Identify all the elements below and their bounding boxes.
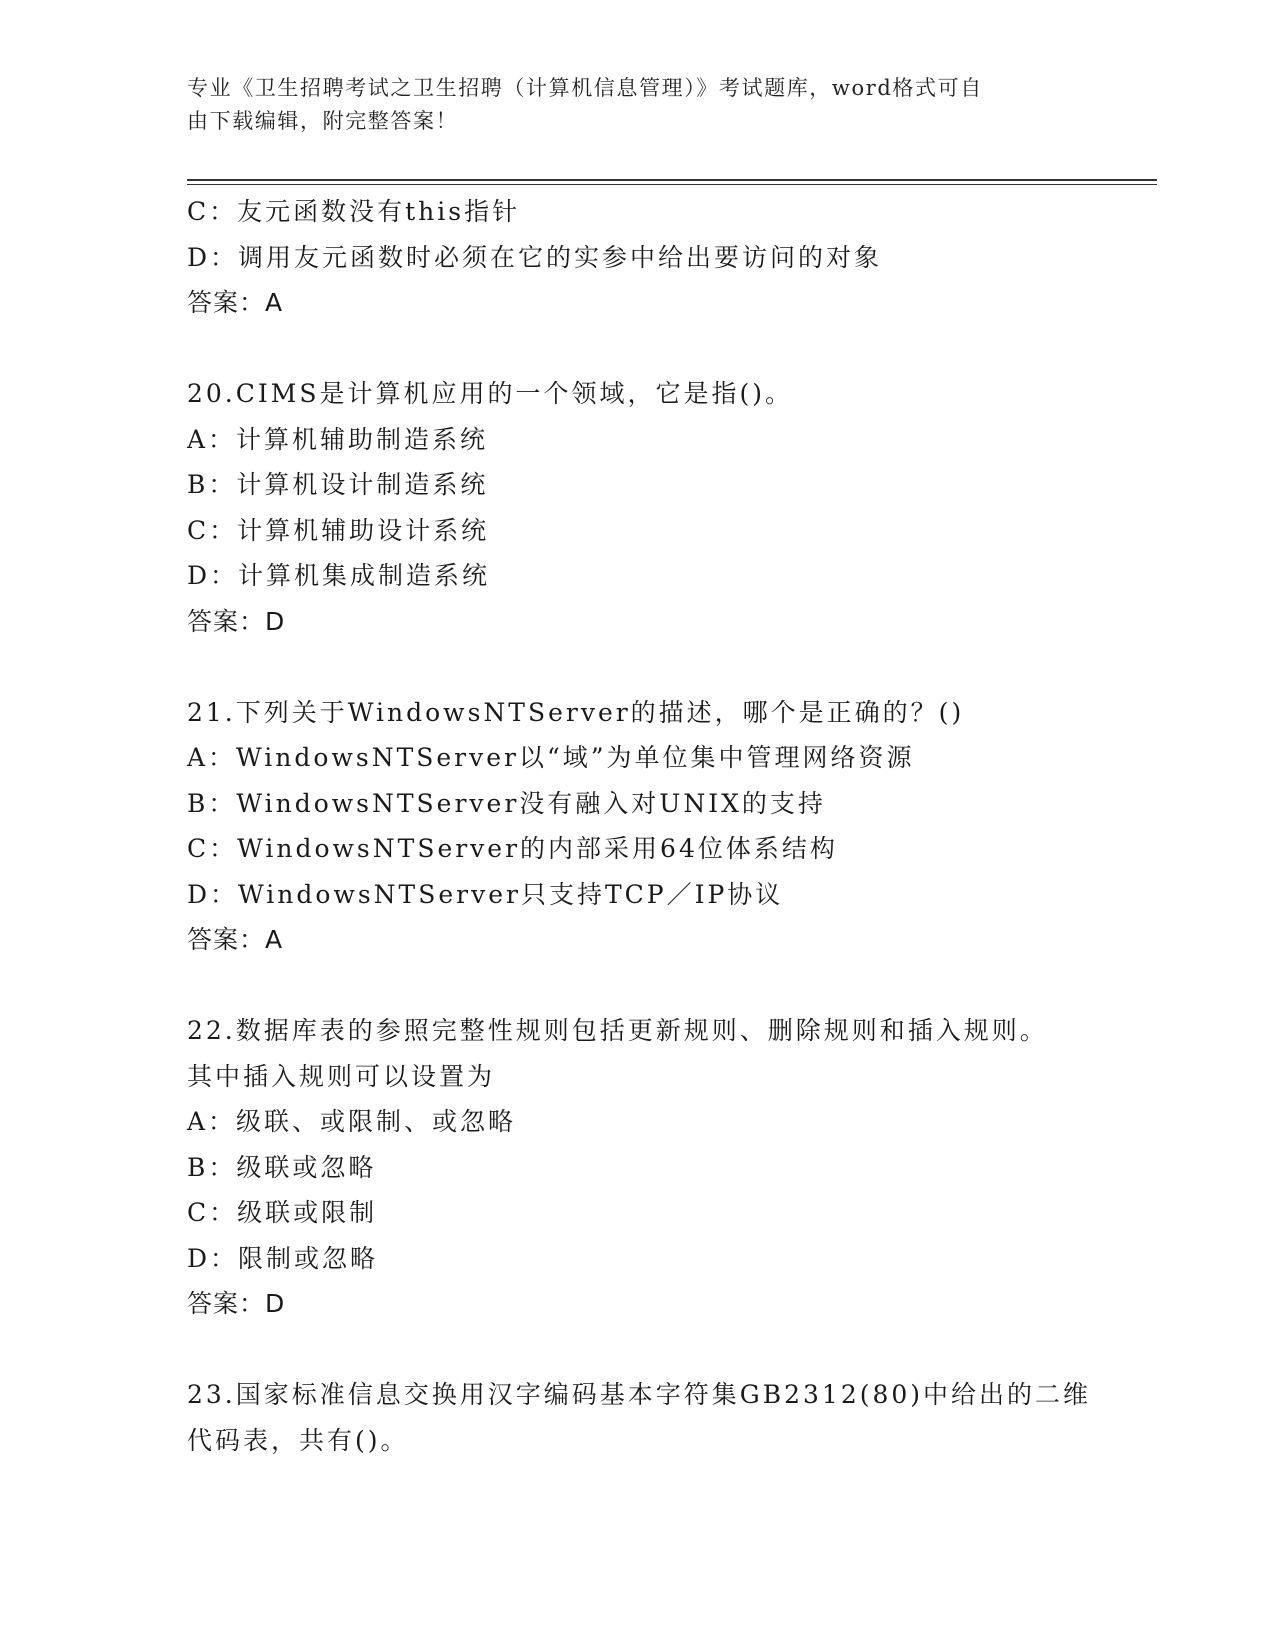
option-c: C：级联或限制 bbox=[187, 1198, 378, 1227]
option-d: D：计算机集成制造系统 bbox=[187, 561, 491, 590]
answer-line: 答案：A bbox=[187, 288, 284, 317]
question-stem: 21.下列关于WindowsNTServer的描述，哪个是正确的？() bbox=[187, 697, 965, 727]
question-stem: 22.数据库表的参照完整性规则包括更新规则、删除规则和插入规则。 bbox=[187, 1016, 1048, 1045]
spacer bbox=[187, 644, 1107, 690]
question-stem: 20.CIMS是计算机应用的一个领域，它是指()。 bbox=[187, 379, 793, 408]
option-a: A：WindowsNTServer以“域”为单位集中管理网络资源 bbox=[187, 743, 915, 772]
option-a: A：级联、或限制、或忽略 bbox=[187, 1107, 517, 1136]
spacer bbox=[187, 963, 1107, 1009]
question-20 bbox=[187, 371, 1107, 644]
option-c: C：计算机辅助设计系统 bbox=[187, 515, 490, 545]
option-d: D：WindowsNTServer只支持TCP／IP协议 bbox=[187, 879, 784, 909]
spacer bbox=[187, 1327, 1107, 1373]
option-c: C：WindowsNTServer的内部采用64位体系结构 bbox=[187, 834, 838, 863]
header-line-2: 由下载编辑，附完整答案！ bbox=[187, 109, 459, 133]
option-a: A：计算机辅助制造系统 bbox=[187, 424, 489, 454]
option-b: B：WindowsNTServer没有融入对UNIX的支持 bbox=[187, 788, 826, 818]
question-stem-continued: 其中插入规则可以设置为 bbox=[187, 1061, 496, 1091]
answer-line: 答案：D bbox=[187, 1289, 286, 1318]
option-d: D：限制或忽略 bbox=[187, 1243, 379, 1273]
option-c: C：友元函数没有this指针 bbox=[187, 197, 521, 226]
question-23 bbox=[187, 1372, 1107, 1463]
header-line-1: 专业《卫生招聘考试之卫生招聘（计算机信息管理）》考试题库，word格式可自 bbox=[187, 76, 983, 100]
option-b: B：计算机设计制造系统 bbox=[187, 470, 489, 499]
option-d: D：调用友元函数时必须在它的实参中给出要访问的对象 bbox=[187, 242, 883, 272]
question-stem-continued: 代码表，共有()。 bbox=[187, 1425, 409, 1455]
answer-line: 答案：A bbox=[187, 925, 284, 954]
question-22 bbox=[187, 1008, 1107, 1327]
question-content bbox=[187, 189, 1107, 1463]
question-21 bbox=[187, 690, 1107, 963]
header-divider bbox=[187, 179, 1157, 185]
option-b: B：级联或忽略 bbox=[187, 1152, 377, 1182]
document-header bbox=[187, 72, 1067, 138]
question-stem: 23.国家标准信息交换用汉字编码基本字符集GB2312(80)中给出的二维 bbox=[187, 1380, 1092, 1409]
spacer bbox=[187, 326, 1107, 372]
answer-line: 答案：D bbox=[187, 606, 286, 636]
